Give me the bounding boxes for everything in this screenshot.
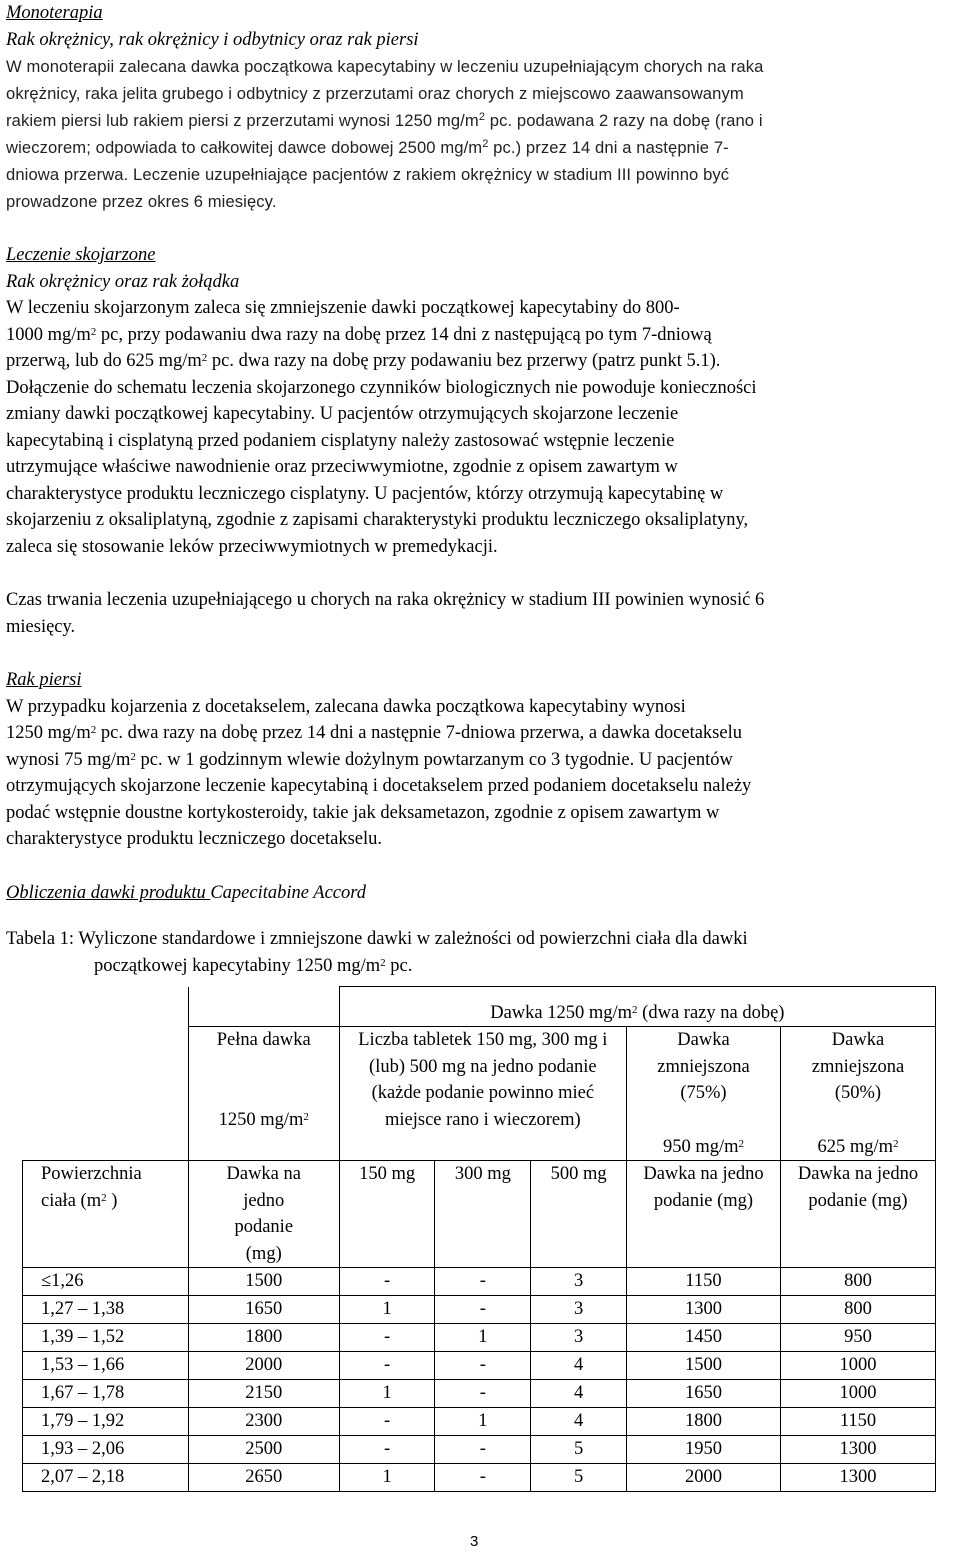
dose-cell: 1300 <box>780 1436 935 1464</box>
heading-breast-cancer: Rak piersi <box>6 670 82 690</box>
text-line: wieczorem; odpowiada to całkowitej dawce dobowej 2500 $mg/m^2$ pc.) przez 14 dni a następnie 7- <box>6 138 729 157</box>
dose-cell: 1650 <box>626 1380 780 1408</box>
combination-paragraph <box>6 295 956 560</box>
table-row <box>23 1436 936 1464</box>
dose-cell: 1500 <box>626 1352 780 1380</box>
subheading-colon-gastric: Rak okrężnicy oraz rak żołądka <box>6 271 240 292</box>
dose-cell: 1150 <box>780 1408 935 1436</box>
document-page <box>6 0 956 979</box>
dose-cell: 4 <box>531 1408 627 1436</box>
text-line: kapecytabiną i cisplatyną przed podaniem cisplatyny należy zastosować wstępnie leczenie <box>6 430 675 451</box>
dose-cell: - <box>435 1380 531 1408</box>
dose-cell: 800 <box>780 1268 935 1296</box>
per-dose-50-header: Dawka na jedno podanie (mg) <box>780 1161 935 1268</box>
text-line: miesięcy. <box>6 616 76 637</box>
dose-cell: 4 <box>531 1380 627 1408</box>
dose-cell: 1450 <box>626 1324 780 1352</box>
dose-cell: - <box>435 1436 531 1464</box>
dose-span-header: Dawka 1250 $mg/m^2$ (dwa razy na dobę) <box>339 987 935 1027</box>
text-line: Czas trwania leczenia uzupełniającego u chorych na raka okrężnicy w stadium III powinien wynosić 6 <box>6 590 765 610</box>
dose-cell: 1 <box>435 1324 531 1352</box>
dose-cell: 1000 <box>780 1380 935 1408</box>
breast-cancer-paragraph <box>6 694 956 853</box>
text-line: prowadzone przez okres 6 miesięcy. <box>6 192 277 211</box>
dose-cell: - <box>435 1296 531 1324</box>
table-row <box>23 1380 936 1408</box>
dose-cell: 1650 <box>188 1296 339 1324</box>
bsa-range-cell: 1,79 – 1,92 <box>23 1408 189 1436</box>
subheading-cancer-types: Rak okrężnicy, rak okrężnicy i odbytnicy oraz rak piersi <box>6 29 419 50</box>
dose-cell: 2000 <box>188 1352 339 1380</box>
dose-cell: 1950 <box>626 1436 780 1464</box>
table-row <box>23 1352 936 1380</box>
bsa-range-cell: ≤1,26 <box>23 1268 189 1296</box>
bsa-range-cell: 1,39 – 1,52 <box>23 1324 189 1352</box>
text-line: W leczeniu skojarzonym zaleca się zmniejszenie dawki początkowej kapecytabiny do 800- <box>6 298 680 318</box>
dose-cell: 4 <box>531 1352 627 1380</box>
text-line: okrężnicy, raka jelita grubego i odbytnicy z przerzutami oraz chorych z miejscowo zaawansowanym <box>6 84 744 103</box>
text-line: rakiem piersi lub rakiem piersi z przerzutami wynosi 1250 $mg/m^2$ pc. podawana 2 razy na dobę (rano i <box>6 111 763 130</box>
dose-table <box>22 986 936 1492</box>
reduced-75-header: Dawka zmniejszona (75%) 950 $mg/m^2$ <box>626 1027 780 1161</box>
text-line: charakterystyce produktu leczniczego docetakselu. <box>6 829 382 849</box>
table-caption: Tabela 1: Wyliczone standardowe i zmniejszone dawki w zależności od powierzchni ciała dla dawki początkowej kapecytabiny 1250 $mg/m^2$ pc. <box>6 929 748 976</box>
table-row <box>23 1324 936 1352</box>
dose-cell: 3 <box>531 1324 627 1352</box>
bsa-range-cell: 1,67 – 1,78 <box>23 1380 189 1408</box>
heading-combination-therapy: Leczenie skojarzone <box>6 245 156 265</box>
dose-cell: 2000 <box>626 1464 780 1492</box>
bsa-range-cell: 1,27 – 1,38 <box>23 1296 189 1324</box>
dose-cell: 950 <box>780 1324 935 1352</box>
dose-cell: 2150 <box>188 1380 339 1408</box>
per-dose-header: Dawka na jedno podanie (mg) <box>188 1161 339 1268</box>
table-row <box>23 1268 936 1296</box>
text-line: otrzymujących skojarzone leczenie kapecytabiną i docetakselem przed podaniem docetakselu należy <box>6 776 752 796</box>
text-line: skojarzeniu z oksaliplatyną, zgodnie z zapisami charakterystyki produktu leczniczego oksaliplatyny, <box>6 510 749 530</box>
dose-cell: - <box>435 1464 531 1492</box>
dose-cell: 3 <box>531 1296 627 1324</box>
text-line: przerwą, lub do 625 $mg/m^2$ pc. dwa razy na dobę przy podawaniu bez przerwy (patrz punkt 5.1). <box>6 351 721 371</box>
text-line: dniowa przerwa. Leczenie uzupełniające pacjentów z rakiem okrężnicy w stadium III powinno być <box>6 165 730 184</box>
dose-cell: - <box>339 1408 435 1436</box>
monotherapy-paragraph <box>6 53 956 215</box>
text-line: W monoterapii zalecana dawka początkowa kapecytabiny w leczeniu uzupełniającym chorych na raka <box>6 57 764 76</box>
dose-cell: 2500 <box>188 1436 339 1464</box>
bsa-range-cell: 1,93 – 2,06 <box>23 1436 189 1464</box>
heading-monoterapia: Monoterapia <box>6 3 103 23</box>
dose-cell: 1 <box>339 1380 435 1408</box>
bsa-range-cell: 2,07 – 2,18 <box>23 1464 189 1492</box>
dose-cell: 1500 <box>188 1268 339 1296</box>
dose-cell: 1300 <box>780 1464 935 1492</box>
text-line: zmiany dawki początkowej kapecytabiny. U pacjentów otrzymujących skojarzone leczenie <box>6 404 679 424</box>
dose-cell: 1150 <box>626 1268 780 1296</box>
dose-cell: - <box>339 1324 435 1352</box>
dose-cell: 1300 <box>626 1296 780 1324</box>
dose-cell: - <box>339 1268 435 1296</box>
tablet-150-header: 150 mg <box>339 1161 435 1268</box>
dose-cell: 1 <box>339 1464 435 1492</box>
tablets-header: Liczba tabletek 150 mg, 300 mg i (lub) 500 mg na jedno podanie (każde podanie powinno mieć miejsce rano i wieczorem) <box>339 1027 626 1161</box>
dose-cell: - <box>435 1352 531 1380</box>
bsa-header: Powierzchnia ciała ($m^2$ ) <box>23 1161 189 1268</box>
text-line: Dołączenie do schematu leczenia skojarzonego czynników biologicznych nie powoduje konieczności <box>6 377 757 398</box>
dose-cell: 2300 <box>188 1408 339 1436</box>
dose-cell: 1 <box>435 1408 531 1436</box>
heading-dose-calculation: Obliczenia dawki produktu Capecitabine Accord <box>6 882 367 903</box>
dose-table-body <box>23 1268 936 1492</box>
dose-cell: 1000 <box>780 1352 935 1380</box>
tablet-500-header: 500 mg <box>531 1161 627 1268</box>
text-line: 1000 $mg/m^2$ pc, przy podawaniu dwa razy na dobę przez 14 dni z następującą po tym 7-dniową <box>6 324 712 345</box>
per-dose-75-header: Dawka na jedno podanie (mg) <box>626 1161 780 1268</box>
text-line: zaleca się stosowanie leków przeciwwymiotnych w premedykacji. <box>6 536 498 557</box>
dose-cell: 1 <box>339 1296 435 1324</box>
dose-cell: 5 <box>531 1464 627 1492</box>
dose-cell: 3 <box>531 1268 627 1296</box>
text-line: podać wstępnie doustne kortykosteroidy, takie jak deksametazon, zgodnie z opisem zawartym w <box>6 802 720 823</box>
table-row <box>23 1408 936 1436</box>
table-row <box>23 1464 936 1492</box>
full-dose-header: Pełna dawka 1250 $mg/m^2$ <box>188 1027 339 1161</box>
reduced-50-header: Dawka zmniejszona (50%) 625 $mg/m^2$ <box>780 1027 935 1161</box>
duration-paragraph <box>6 587 956 640</box>
table-row <box>23 1296 936 1324</box>
dose-cell: - <box>435 1268 531 1296</box>
text-line: charakterystyce produktu leczniczego cisplatyny. U pacjentów, którzy otrzymują kapecytabinę w <box>6 483 724 504</box>
dose-cell: 800 <box>780 1296 935 1324</box>
bsa-range-cell: 1,53 – 1,66 <box>23 1352 189 1380</box>
dose-cell: 1800 <box>188 1324 339 1352</box>
dose-cell: 1800 <box>626 1408 780 1436</box>
text-line: W przypadku kojarzenia z docetakselem, zalecana dawka początkowa kapecytabiny wynosi <box>6 696 686 717</box>
dose-cell: 2650 <box>188 1464 339 1492</box>
dose-cell: - <box>339 1352 435 1380</box>
dose-cell: 5 <box>531 1436 627 1464</box>
text-line: utrzymujące właściwe nawodnienie oraz przeciwwymiotne, zgodnie z opisem zawartym w <box>6 457 678 477</box>
tablet-300-header: 300 mg <box>435 1161 531 1268</box>
dose-cell: - <box>339 1436 435 1464</box>
page-number: 3 <box>470 1533 479 1550</box>
text-line: wynosi 75 $mg/m^2$ pc. w 1 godzinnym wlewie dożylnym powtarzanym co 3 tygodnie. U pacjentów <box>6 749 733 770</box>
text-line: 1250 $mg/m^2$ pc. dwa razy na dobę przez 14 dni a następnie 7-dniowa przerwa, a dawka docetakselu <box>6 723 742 743</box>
